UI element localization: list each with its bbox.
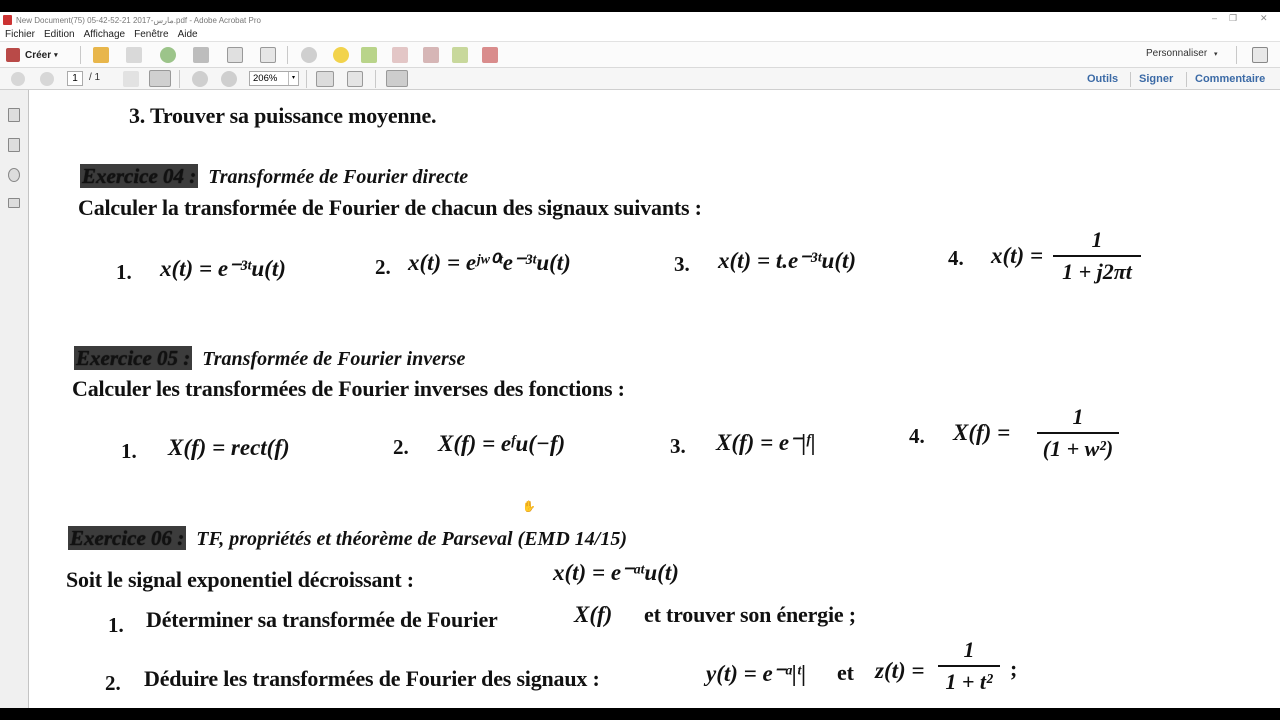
- ex6-item-number: 1.: [108, 613, 124, 637]
- email-icon[interactable]: [260, 47, 276, 63]
- pdf-app-icon: [3, 15, 12, 25]
- sign-link[interactable]: Signer: [1139, 73, 1174, 85]
- page-number-input[interactable]: 1: [67, 71, 83, 86]
- toolbar-divider: [306, 70, 307, 88]
- fraction-denominator: (1 + w²): [1042, 436, 1114, 461]
- tools-link[interactable]: Outils: [1087, 73, 1119, 85]
- chevron-down-icon: ▾: [54, 52, 58, 59]
- ex4-item-number: 3.: [674, 252, 690, 276]
- maximize-button[interactable]: ❐: [1229, 13, 1238, 23]
- ex5-item-expression: X(f) =: [953, 420, 1011, 445]
- toolbar-divider: [1130, 72, 1131, 87]
- page-thumbnails-icon[interactable]: [8, 108, 20, 122]
- fraction-bar: [938, 665, 1000, 667]
- menu-aide[interactable]: Aide: [177, 29, 198, 40]
- exercise-5-label: Exercice 05 :: [76, 346, 191, 370]
- ex6-item-2-z-expression: z(t) =: [875, 658, 925, 683]
- toolbar-divider: [1236, 46, 1237, 64]
- fraction-denominator: 1 + j2πt: [1062, 259, 1132, 284]
- menu-fichier[interactable]: Fichier: [5, 29, 36, 40]
- create-button[interactable]: [6, 46, 58, 64]
- comment-bubble-icon[interactable]: [333, 47, 349, 63]
- compare-icon[interactable]: [423, 47, 439, 63]
- ex5-item-expression: X(f) = eᶠu(−f): [438, 431, 566, 456]
- exercise-4-title: Transformée de Fourier directe: [208, 166, 469, 188]
- main-toolbar: [0, 42, 1280, 68]
- exercise-6-heading: [68, 526, 627, 551]
- menu-affichage[interactable]: Affichage: [83, 29, 126, 40]
- customize-label: Personnaliser: [1146, 48, 1208, 59]
- fraction-bar: [1053, 255, 1141, 257]
- create-label: Créer: [25, 49, 52, 61]
- ex6-item-number: 2.: [105, 671, 121, 695]
- fullscreen-icon[interactable]: [1252, 47, 1268, 63]
- export-icon[interactable]: [452, 47, 468, 63]
- ex6-item-2-and: et: [837, 660, 854, 685]
- ex6-item-1-expression: X(f): [574, 602, 613, 627]
- exercise-4-statement: Calculer la transformée de Fourier de chacun des signaux suivants :: [78, 195, 702, 220]
- fit-page-icon[interactable]: [316, 71, 334, 87]
- ex6-item-2-end: ;: [1010, 656, 1018, 681]
- save-icon[interactable]: [126, 47, 142, 63]
- ex6-item-2-text: Déduire les transformées de Fourier des signaux :: [144, 666, 600, 691]
- cloud-upload-icon[interactable]: [160, 47, 176, 63]
- print-icon[interactable]: [193, 47, 209, 63]
- zoom-in-icon[interactable]: [221, 71, 237, 87]
- zoom-select[interactable]: [249, 71, 299, 86]
- page-total: / 1: [89, 72, 101, 83]
- previous-page-icon[interactable]: [11, 72, 25, 86]
- read-mode-icon[interactable]: [386, 70, 408, 87]
- ex6-item-2-y-expression: y(t) = e⁻ᵅ|ᵗ|: [706, 661, 807, 686]
- exercise-6-title: TF, propriétés et théorème de Parseval (EMD 14/15): [196, 528, 627, 550]
- ex5-item-expression: X(f) = rect(f): [168, 435, 290, 460]
- ex4-item-expression: x(t) = e⁻³ᵗu(t): [160, 256, 286, 281]
- ex5-item-number: 3.: [670, 434, 686, 458]
- exercise-6-statement: Soit le signal exponentiel décroissant :: [66, 567, 414, 592]
- close-window-button[interactable]: ✕: [1260, 13, 1268, 23]
- open-folder-icon[interactable]: [93, 47, 109, 63]
- attachments-icon[interactable]: [8, 168, 20, 182]
- ex4-fraction: [1053, 227, 1141, 285]
- fraction-denominator: 1 + t²: [945, 669, 993, 694]
- ex4-item-number: 2.: [375, 255, 391, 279]
- create-icon: [6, 48, 20, 62]
- ex5-fraction: [1037, 404, 1119, 462]
- exercise-4-heading: [80, 164, 468, 189]
- edit-icon[interactable]: [227, 47, 243, 63]
- hand-tool-icon[interactable]: [149, 70, 171, 87]
- fit-width-icon[interactable]: [347, 71, 363, 87]
- ex4-item-number: 4.: [948, 246, 964, 270]
- settings-gear-icon[interactable]: [301, 47, 317, 63]
- next-page-icon[interactable]: [40, 72, 54, 86]
- acrobat-window: [0, 12, 1280, 708]
- exercise-5-title: Transformée de Fourier inverse: [202, 348, 466, 370]
- hand-cursor-icon: ✋: [522, 501, 536, 513]
- ex5-item-number: 2.: [393, 435, 409, 459]
- ex5-item-expression: X(f) = e⁻|ᶠ|: [716, 430, 816, 455]
- bookmarks-icon[interactable]: [8, 138, 20, 152]
- exercise-4-label: Exercice 04 :: [82, 164, 197, 188]
- ex4-item-expression: x(t) =: [991, 243, 1044, 268]
- zoom-value: 206%: [253, 73, 278, 84]
- window-title: New Document(75) 05-42-52-21 2017-مارس.pdf - Adobe Acrobat Pro: [16, 15, 261, 25]
- minimize-button[interactable]: –: [1212, 13, 1218, 23]
- ex6-signal-expression: x(t) = e⁻ᵅᵗu(t): [553, 560, 679, 585]
- customize-menu[interactable]: [1146, 48, 1217, 59]
- ex4-item-expression: x(t) = eʲʷ⁰ᵗe⁻³ᵗu(t): [408, 250, 571, 275]
- chevron-down-icon: ▾: [288, 72, 298, 85]
- ex6-fraction: [938, 637, 1000, 695]
- protect-icon[interactable]: [482, 47, 498, 63]
- fraction-bar: [1037, 432, 1119, 434]
- question-3-text: 3. Trouver sa puissance moyenne.: [129, 103, 437, 128]
- title-bar: [0, 12, 1280, 28]
- ex6-item-1-text-end: et trouver son énergie ;: [644, 602, 856, 627]
- ex4-item-expression: x(t) = t.e⁻³ᵗu(t): [718, 248, 857, 273]
- stamp-icon[interactable]: [392, 47, 408, 63]
- navigation-toolbar: [0, 68, 1280, 90]
- menu-bar: [0, 28, 1280, 42]
- toolbar-divider: [1186, 72, 1187, 87]
- ex6-item-1-text: Déterminer sa transformée de Fourier: [146, 607, 498, 632]
- navigation-pane: [0, 90, 29, 708]
- toolbar-divider: [287, 46, 288, 64]
- menu-edition[interactable]: Edition: [44, 29, 75, 40]
- fraction-numerator: 1: [1072, 404, 1084, 429]
- document-page[interactable]: [30, 90, 1280, 708]
- fraction-numerator: 1: [1091, 227, 1103, 252]
- signatures-icon[interactable]: [8, 198, 20, 208]
- select-arrow-icon[interactable]: [123, 71, 139, 87]
- exercise-6-label: Exercice 06 :: [70, 526, 185, 550]
- toolbar-divider: [375, 70, 376, 88]
- exercise-5-heading: [74, 346, 465, 371]
- toolbar-divider: [179, 70, 180, 88]
- highlight-icon[interactable]: [361, 47, 377, 63]
- fraction-numerator: 1: [963, 637, 975, 662]
- exercise-5-statement: Calculer les transformées de Fourier inverses des fonctions :: [72, 376, 625, 401]
- chevron-down-icon: ▾: [1213, 51, 1218, 58]
- ex4-item-number: 1.: [116, 260, 132, 284]
- comment-link[interactable]: Commentaire: [1195, 73, 1266, 85]
- zoom-out-icon[interactable]: [192, 71, 208, 87]
- menu-fenetre[interactable]: Fenêtre: [134, 29, 169, 40]
- ex5-item-number: 1.: [121, 439, 137, 463]
- ex5-item-number: 4.: [909, 424, 925, 448]
- toolbar-divider: [80, 46, 81, 64]
